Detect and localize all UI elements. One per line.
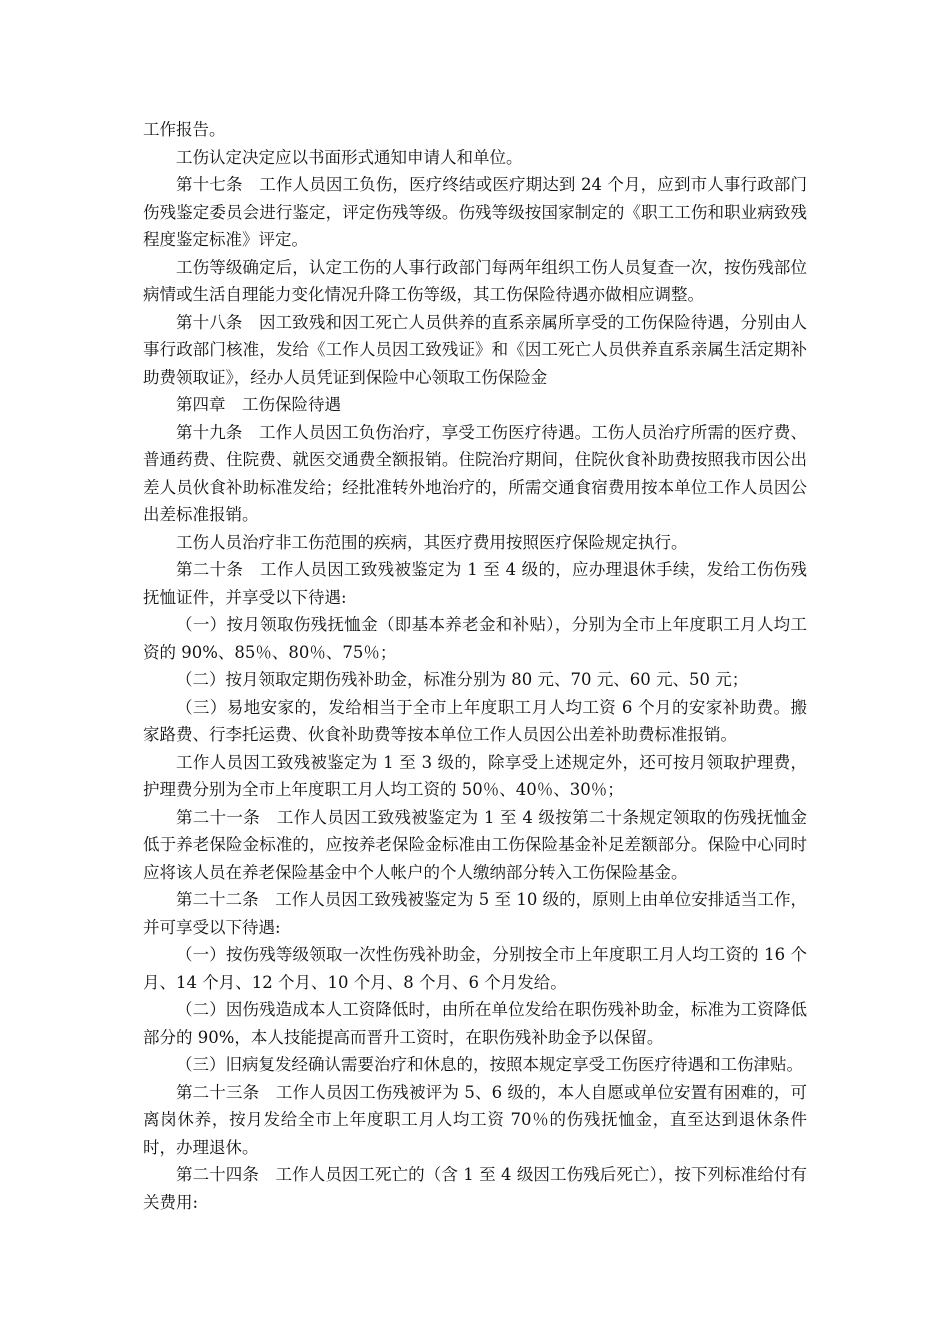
paragraph: 第十七条 工作人员因工负伤，医疗终结或医疗期达到 24 个月，应到市人事行政部门伤残鉴定委员会进行鉴定，评定伤残等级。伤残等级按国家制定的《职工工伤和职业病致残程度鉴定标准》评定。 xyxy=(143,175,807,249)
paragraph: 工作报告。 xyxy=(143,120,226,139)
paragraph: 工伤等级确定后，认定工伤的人事行政部门每两年组织工伤人员复查一次，按伤残部位病情或生活自理能力变化情况升降工伤等级，其工伤保险待遇亦做相应调整。 xyxy=(143,257,807,304)
paragraph: （一）按伤残等级领取一次性伤残补助金，分别按全市上年度职工月人均工资的 16 个月、14 个月、12 个月、10 个月、8 个月、6 个月发给。 xyxy=(143,945,807,992)
paragraph: 第二十一条 工作人员因工致残被鉴定为 1 至 4 级按第二十条规定领取的伤残抚恤金低于养老保险金标准的，应按养老保险金标准由工伤保险基金补足差额部分。保险中心同时应将该人员在养老保险基金中个人帐户的个人缴纳部分转入工伤保险基金。 xyxy=(143,807,807,882)
paragraph: （一）按月领取伤残抚恤金（即基本养老金和补贴），分别为全市上年度职工月人均工资的 90%、85％、80％、75％； xyxy=(143,615,807,662)
chapter-heading: 第四章 工伤保险待遇 xyxy=(176,395,341,414)
paragraph: （二）按月领取定期伤残补助金，标准分别为 80 元、70 元、60 元、50 元； xyxy=(176,670,749,689)
paragraph: 第二十条 工作人员因工致残被鉴定为 1 至 4 级的，应办理退休手续，发给工伤伤残抚恤证件，并享受以下待遇: xyxy=(143,560,807,607)
paragraph: 第十八条 因工致残和因工死亡人员供养的直系亲属所享受的工伤保险待遇，分别由人事行政部门核准，发给《工作人员因工致残证》和《因工死亡人员供养直系亲属生活定期补助费领取证》，经办人员凭证到保险中心领取工伤保险金 xyxy=(143,312,807,387)
paragraph: （三）易地安家的，发给相当于全市上年度职工月人均工资 6 个月的安家补助费。搬家路费、行李托运费、伙食补助费等按本单位工作人员因公出差补助费标准报销。 xyxy=(143,697,807,744)
paragraph: （三）旧病复发经确认需要治疗和休息的，按照本规定享受工伤医疗待遇和工伤津贴。 xyxy=(176,1055,803,1074)
paragraph: （二）因伤残造成本人工资降低时，由所在单位发给在职伤残补助金，标准为工资降低部分的 90%，本人技能提高而晋升工资时，在职伤残补助金予以保留。 xyxy=(143,1000,807,1047)
paragraph: 第二十三条 工作人员因工伤残被评为 5、6 级的，本人自愿或单位安置有困难的，可离岗休养，按月发给全市上年度职工月人均工资 70％的伤残抚恤金，直至达到退休条件时，办理退休。 xyxy=(143,1082,807,1157)
document-body xyxy=(143,116,807,1216)
paragraph: 工伤人员治疗非工伤范围的疾病，其医疗费用按照医疗保险规定执行。 xyxy=(176,532,688,552)
paragraph: 第二十四条 工作人员因工死亡的（含 1 至 4 级因工伤残后死亡），按下列标准给付有关费用: xyxy=(143,1165,807,1212)
paragraph: 工伤认定决定应以书面形式通知申请人和单位。 xyxy=(176,147,523,167)
paragraph: 第十九条 工作人员因工负伤治疗，享受工伤医疗待遇。工伤人员治疗所需的医疗费、普通药费、住院费、就医交通费全额报销。住院治疗期间，住院伙食补助费按照我市因公出差人员伙食补助标准发给；经批准转外地治疗的，所需交通食宿费用按本单位工作人员因公出差标准报销。 xyxy=(143,422,807,524)
paragraph: 第二十二条 工作人员因工致残被鉴定为 5 至 10 级的，原则上由单位安排适当工作，并可享受以下待遇: xyxy=(143,890,807,937)
paragraph: 工作人员因工致残被鉴定为 1 至 3 级的，除享受上述规定外，还可按月领取护理费，护理费分别为全市上年度职工月人均工资的 50％、40％、30％； xyxy=(143,752,807,799)
